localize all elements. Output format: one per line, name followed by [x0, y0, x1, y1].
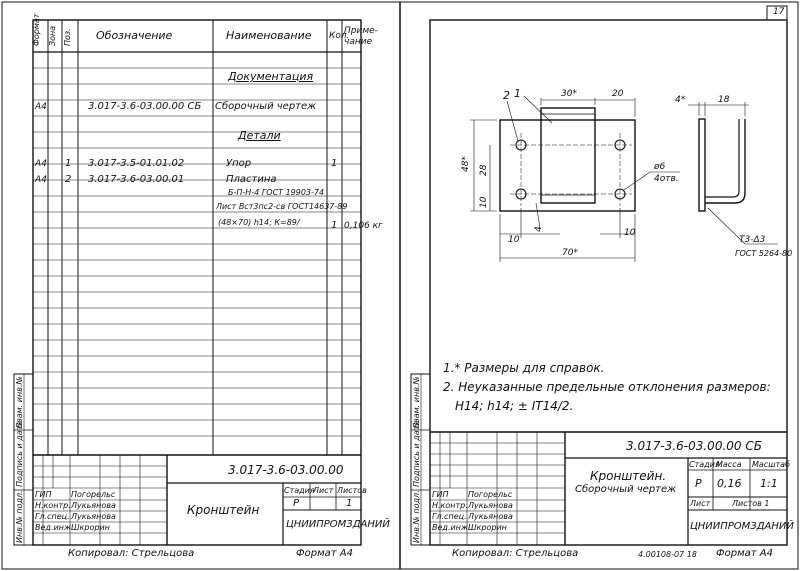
row1-format: А4 [35, 102, 47, 112]
plate-spec-line2: Лист Вст3пс2-св ГОСТ14637-89 [216, 202, 348, 211]
header-note: Приме-чание [344, 26, 378, 47]
left-format: Формат А4 [296, 548, 353, 559]
row3-name: Пластина [226, 174, 277, 185]
row1-designation: 3.017-3.6-03.00.00 СБ [88, 101, 202, 112]
header-qty: Кол. [329, 31, 350, 41]
left-strip-inv: Инв.№ подл. [15, 490, 24, 543]
left-person-3: Лукьянова [71, 512, 116, 521]
dim-10-left: 10 [508, 235, 520, 245]
left-stage-label: Стадия [284, 486, 315, 495]
left-sheets: 1 [346, 498, 353, 509]
row2-designation: 3.017-3.5-01.01.02 [88, 158, 185, 169]
header-zone: Зона [48, 25, 57, 46]
weld-line2: ГОСТ 5264-80 [735, 249, 793, 258]
left-person-1: Погорельс [71, 490, 116, 499]
callout-1: 1 [514, 87, 521, 100]
plate-spec-line1: Б-П-Н-4 ГОСТ 19903-74 [228, 188, 325, 197]
right-item-name: Кронштейн. [590, 469, 667, 483]
right-role-1: ГИП [432, 490, 449, 499]
plate-qty: 1 [331, 220, 338, 231]
left-stage: Р [293, 498, 300, 509]
dim-4: 4 [534, 226, 544, 232]
header-pos: Поз. [63, 28, 72, 46]
right-archive: 4.00108-07 18 [638, 550, 697, 559]
left-sheet-label: Лист [313, 486, 334, 495]
left-person-2: Лукьянова [71, 501, 116, 510]
right-scale: 1:1 [760, 477, 778, 490]
hole-diameter: ø6 [654, 162, 666, 172]
right-doc-code: 3.017-3.6-03.00.00 СБ [626, 439, 762, 453]
right-item-sub: Сборочный чертеж [575, 484, 677, 495]
right-format: Формат А4 [716, 548, 773, 559]
header-name: Наименование [226, 29, 312, 42]
note-2-tolerances: Н14; h14; ± IT14/2. [455, 399, 574, 413]
right-person-3: Лукьянова [468, 512, 513, 521]
left-strip-sign: Подпись и дата [15, 420, 24, 487]
weld-line1: Т3-Δ3 [739, 235, 766, 245]
row2-pos: 1 [65, 158, 72, 169]
row2-format: А4 [35, 159, 47, 169]
note-2: 2. Неуказанные предельные отклонения размеров: [443, 380, 771, 394]
right-strip-inv: Инв.№ подл. [412, 490, 421, 543]
plate-mass: 0,106 кг [344, 221, 383, 231]
side-view [688, 102, 778, 244]
header-format: Формат [32, 13, 41, 46]
left-sheets-label: Листов [337, 486, 367, 495]
dim-28: 28 [479, 164, 489, 176]
dim-4-star: 4* [675, 95, 686, 105]
right-mass-label: Масса [716, 460, 742, 469]
right-scale-label: Масштаб [752, 460, 791, 469]
left-role-4: Вед.инж. [35, 523, 74, 532]
right-org: ЦНИИПРОМЗДАНИЙ [690, 521, 794, 532]
dim-18: 18 [718, 95, 730, 105]
row3-pos: 2 [65, 174, 72, 185]
right-sheet-label: Лист [690, 499, 711, 508]
row2-name: Упор [226, 158, 252, 169]
row1-name: Сборочный чертеж [215, 101, 317, 112]
dim-10-vert: 10 [479, 196, 489, 208]
dim-10-right: 10 [624, 228, 636, 238]
left-doc-code: 3.017-3.6-03.00.00 [228, 463, 344, 477]
dim-30: 30* [561, 89, 577, 99]
row2-qty: 1 [331, 158, 338, 169]
right-sheets-label: Листов 1 [732, 499, 770, 508]
right-role-3: Гл.спец. [432, 512, 467, 521]
right-copied: Копировал: Стрельцова [452, 548, 579, 559]
right-role-2: Н.контр. [432, 501, 468, 510]
row3-designation: 3.017-3.6-03.00.01 [88, 174, 185, 185]
note-1: 1.* Размеры для справок. [443, 361, 605, 375]
right-strip-replace: Взам. инв.№ [412, 376, 421, 428]
left-copied: Копировал: Стрельцова [68, 548, 195, 559]
left-role-3: Гл.спец. [35, 512, 70, 521]
right-person-1: Погорельс [468, 490, 513, 499]
section-details: Детали [238, 129, 281, 142]
dim-20: 20 [612, 89, 624, 99]
right-person-2: Лукьянова [468, 501, 513, 510]
left-org: ЦНИИПРОМЗДАНИЙ [286, 519, 390, 530]
row3-format: А4 [35, 175, 47, 185]
header-designation: Обозначение [96, 29, 173, 42]
dim-70: 70* [562, 248, 578, 258]
section-documentation: Документация [228, 70, 314, 83]
dim-48: 48* [461, 156, 471, 172]
left-strip-replace: Взам. инв.№ [15, 376, 24, 428]
right-strip-sign: Подпись и дата [412, 420, 421, 487]
left-role-1: ГИП [35, 490, 52, 499]
plate-front-view [470, 96, 680, 262]
right-stage-label: Стадия [689, 460, 720, 469]
callout-2: 2 [503, 89, 510, 102]
page-number: 17 [773, 7, 785, 17]
left-role-2: Н.контр. [35, 501, 71, 510]
plate-spec-line3: (48×70) h14; К=89/ [218, 218, 300, 227]
right-person-4: Шкрорин [468, 523, 507, 532]
right-stage: Р [695, 477, 702, 490]
hole-count: 4отв. [654, 174, 679, 184]
right-mass: 0,16 [717, 477, 742, 490]
right-role-4: Вед.инж. [432, 523, 471, 532]
left-person-4: Шкрорин [71, 523, 110, 532]
left-item-name: Кронштейн [187, 503, 260, 517]
